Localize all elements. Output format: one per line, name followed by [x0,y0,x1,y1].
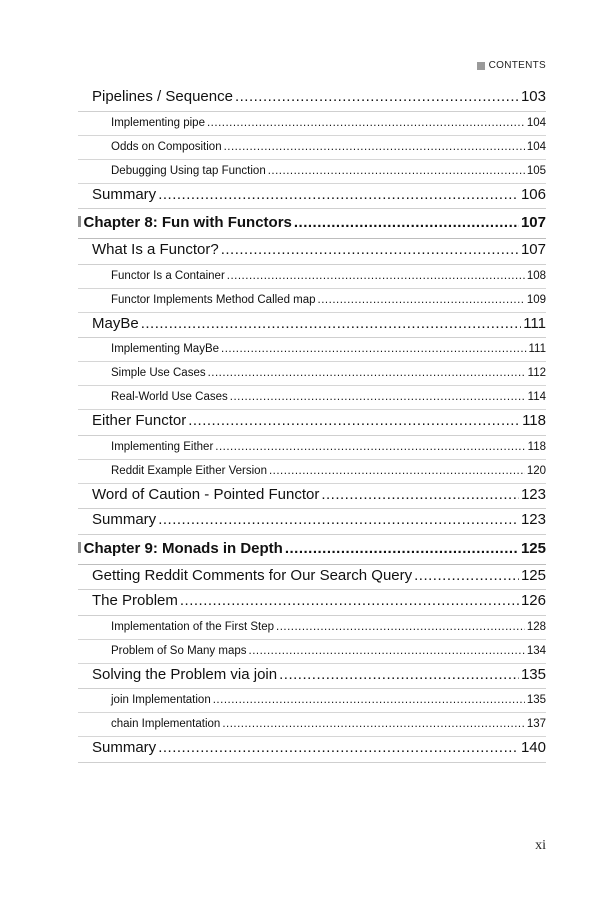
dot-leader [249,645,525,657]
toc-title: Summary [92,185,157,203]
toc-entry[interactable] [78,136,546,160]
chapter-square-icon [78,216,81,227]
toc-title: Implementing Either [111,440,214,453]
toc-title: Functor Implements Method Called map [111,293,316,306]
dot-leader [213,694,525,706]
toc-page: 106 [520,185,546,203]
toc-title: What Is a Functor? [92,241,219,258]
dot-leader [188,412,520,429]
toc-title: Odds on Composition [111,140,222,153]
toc-title: The Problem [92,592,178,609]
dot-leader [414,567,519,584]
toc-page: 109 [526,293,546,306]
toc-entry[interactable] [78,737,546,763]
toc-chapter[interactable] [78,209,546,239]
toc-title: Functor Is a Container [111,269,225,282]
toc-entry[interactable] [78,460,546,484]
page-number: xi [535,838,546,853]
toc-page: 135 [526,694,546,706]
toc-page: 120 [526,464,546,477]
toc-page: 107 [520,214,546,231]
toc-title: Reddit Example Either Version [111,464,267,477]
toc-title: Pipelines / Sequence [92,88,233,105]
toc-page: 128 [526,620,546,633]
toc-entry[interactable] [78,689,546,713]
toc-chapter[interactable] [78,535,546,565]
dot-leader [285,540,519,557]
toc-page: 104 [526,116,546,129]
toc-entry[interactable] [78,484,546,510]
toc-title: Summary [92,739,157,756]
toc-entry[interactable] [78,509,546,535]
dot-leader [230,391,526,403]
toc-entry[interactable] [78,184,546,210]
toc-entry[interactable] [78,664,546,690]
toc-title: Problem of So Many maps [111,644,247,657]
toc-page: 125 [520,539,546,557]
toc-page: 126 [520,592,546,609]
dot-leader [268,165,525,177]
toc-title: Word of Caution - Pointed Functor [92,485,320,503]
running-header [477,60,546,71]
toc-entry[interactable] [78,616,546,640]
header-label: CONTENTS [488,60,546,71]
toc-entry[interactable] [78,436,546,460]
toc-page: 114 [527,391,546,403]
header-square-icon [477,62,485,70]
toc-title: join Implementation [111,694,211,706]
toc-entry[interactable] [78,86,546,112]
toc-page: 135 [520,665,546,683]
toc-title: Summary [92,511,157,528]
toc-page: 105 [526,164,546,177]
toc-page: 111 [523,314,546,332]
toc-entry[interactable] [78,565,546,591]
toc-title: Simple Use Cases [111,367,206,379]
toc-title: Chapter 8: Fun with Functors [83,214,292,231]
dot-leader [141,315,522,332]
toc-title: Solving the Problem via join [92,665,278,683]
toc-title: Debugging Using tap Function [111,164,266,177]
dot-leader [215,441,525,453]
dot-leader [221,343,526,355]
toc-entry[interactable] [78,112,546,136]
toc-page: 111 [528,343,546,355]
toc-title: Implementing MayBe [111,343,220,355]
dot-leader [221,241,519,258]
toc-entry[interactable] [78,265,546,289]
table-of-contents [78,86,546,763]
toc-page: 134 [526,644,546,657]
dot-leader [235,88,519,105]
toc-title: Implementation of the First Step [111,620,274,633]
toc-page: 104 [526,140,546,153]
dot-leader [158,511,519,528]
toc-entry[interactable] [78,590,546,616]
toc-title: Chapter 9: Monads in Depth [83,539,283,557]
chapter-square-icon [78,542,81,553]
toc-entry[interactable] [78,338,546,362]
toc-entry[interactable] [78,386,546,410]
dot-leader [224,141,525,153]
toc-page: 118 [522,412,546,429]
toc-title: MayBe [92,314,139,332]
dot-leader [227,270,525,282]
toc-title: Getting Reddit Comments for Our Search Query [92,566,413,584]
toc-page: 123 [520,485,546,503]
dot-leader [269,465,525,477]
dot-leader [318,294,525,306]
dot-leader [294,214,519,231]
toc-entry[interactable] [78,239,546,265]
toc-title: Either Functor [92,412,187,429]
toc-page: 112 [527,367,546,379]
dot-leader [276,621,525,633]
toc-page: 118 [527,440,546,453]
toc-page: 125 [520,566,546,584]
toc-entry[interactable] [78,410,546,436]
toc-entry[interactable] [78,160,546,184]
dot-leader [279,666,519,683]
toc-entry[interactable] [78,713,546,737]
toc-entry[interactable] [78,313,546,339]
dot-leader [158,739,519,756]
toc-title: chain Implementation [111,718,221,730]
dot-leader [321,486,519,503]
dot-leader [158,186,519,203]
toc-title: Implementing pipe [111,116,205,129]
toc-entry[interactable] [78,289,546,313]
toc-page: 108 [526,269,546,282]
toc-page: 107 [520,241,546,258]
dot-leader [180,592,519,609]
dot-leader [207,117,525,129]
toc-page: 103 [520,88,546,105]
toc-title: Real-World Use Cases [111,391,228,403]
toc-entry[interactable] [78,640,546,664]
toc-page: 140 [520,739,546,756]
toc-page: 123 [520,511,546,528]
toc-page: 137 [526,718,546,730]
toc-entry[interactable] [78,362,546,386]
dot-leader [222,718,525,730]
dot-leader [208,367,526,379]
